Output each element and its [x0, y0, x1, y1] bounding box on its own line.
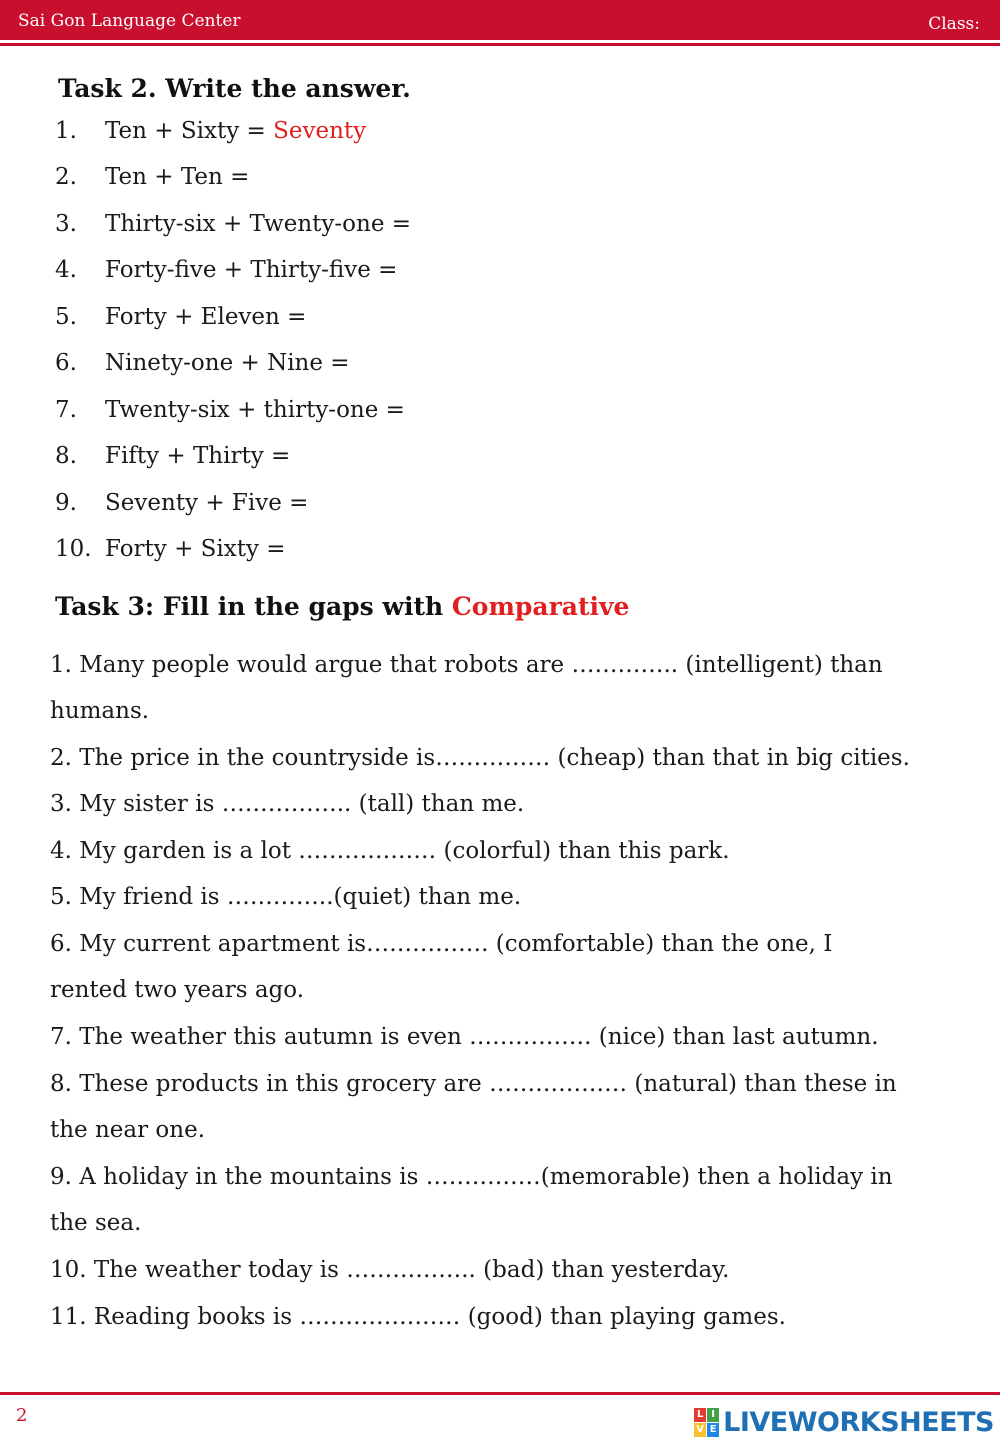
- question-text: Forty-five + Thirty-five =: [105, 257, 398, 283]
- item-number: 8.: [55, 443, 77, 469]
- class-label: Class:: [928, 14, 980, 34]
- task3-title: [55, 592, 629, 621]
- logo-tile: E: [707, 1423, 719, 1437]
- item-number: 10.: [55, 536, 92, 562]
- exercise-line: 6. My current apartment is……………. (comfortable) than the one, I: [50, 931, 833, 957]
- footer-divider: [0, 1392, 1000, 1395]
- page-number: 2: [16, 1405, 28, 1426]
- brand-name: LIVEWORKSHEETS: [723, 1406, 994, 1438]
- question-text: Ten + Sixty =: [105, 118, 274, 144]
- question-text: Ninety-one + Nine =: [105, 350, 350, 376]
- exercise-line: 9. A holiday in the mountains is ……………(memorable) then a holiday in: [50, 1164, 893, 1190]
- question-text: Thirty-six + Twenty-one =: [105, 211, 412, 237]
- exercise-line: 5. My friend is …………..(quiet) than me.: [50, 884, 522, 910]
- question-text: Forty + Eleven =: [105, 304, 307, 330]
- task3-title-text: Task 3: Fill in the gaps with: [55, 592, 452, 621]
- header-divider: [0, 43, 1000, 46]
- question-text: Twenty-six + thirty-one =: [105, 397, 405, 423]
- exercise-line: 11. Reading books is ………………… (good) than playing games.: [50, 1304, 786, 1330]
- exercise-line: 8. These products in this grocery are ……………… (natural) than these in: [50, 1071, 897, 1097]
- logo-tile: I: [707, 1408, 719, 1422]
- task2-title: Task 2. Write the answer.: [58, 74, 411, 103]
- logo-tile: L: [694, 1408, 706, 1422]
- item-number: 2.: [55, 164, 77, 190]
- question-text: Ten + Ten =: [105, 164, 250, 190]
- exercise-line: 3. My sister is …………….. (tall) than me.: [50, 791, 525, 817]
- item-number: 6.: [55, 350, 77, 376]
- question-text: Seventy + Five =: [105, 490, 309, 516]
- question-text: Forty + Sixty =: [105, 536, 286, 562]
- item-number: 9.: [55, 490, 77, 516]
- exercise-line: humans.: [50, 698, 150, 724]
- item-number: 4.: [55, 257, 77, 283]
- exercise-line: 4. My garden is a lot ……………… (colorful) than this park.: [50, 838, 730, 864]
- item-question: [105, 118, 366, 144]
- exercise-line: 10. The weather today is …………….. (bad) than yesterday.: [50, 1257, 730, 1283]
- logo-tile: V: [694, 1423, 706, 1437]
- liveworksheets-icon: [694, 1408, 719, 1437]
- exercise-line: 1. Many people would argue that robots are ………….. (intelligent) than: [50, 652, 883, 678]
- exercise-line: rented two years ago.: [50, 977, 305, 1003]
- exercise-line: 7. The weather this autumn is even ……………. (nice) than last autumn.: [50, 1024, 879, 1050]
- exercise-line: 2. The price in the countryside is…………… (cheap) than that in big cities.: [50, 745, 910, 771]
- question-text: Fifty + Thirty =: [105, 443, 291, 469]
- liveworksheets-logo: [694, 1404, 994, 1440]
- item-number: 5.: [55, 304, 77, 330]
- center-name: Sai Gon Language Center: [18, 11, 241, 31]
- task3-title-accent: Comparative: [451, 592, 630, 621]
- exercise-line: the sea.: [50, 1210, 142, 1236]
- item-number: 1.: [55, 118, 77, 144]
- item-number: 3.: [55, 211, 77, 237]
- item-number: 7.: [55, 397, 77, 423]
- exercise-line: the near one.: [50, 1117, 206, 1143]
- answer-text: Seventy: [273, 118, 367, 144]
